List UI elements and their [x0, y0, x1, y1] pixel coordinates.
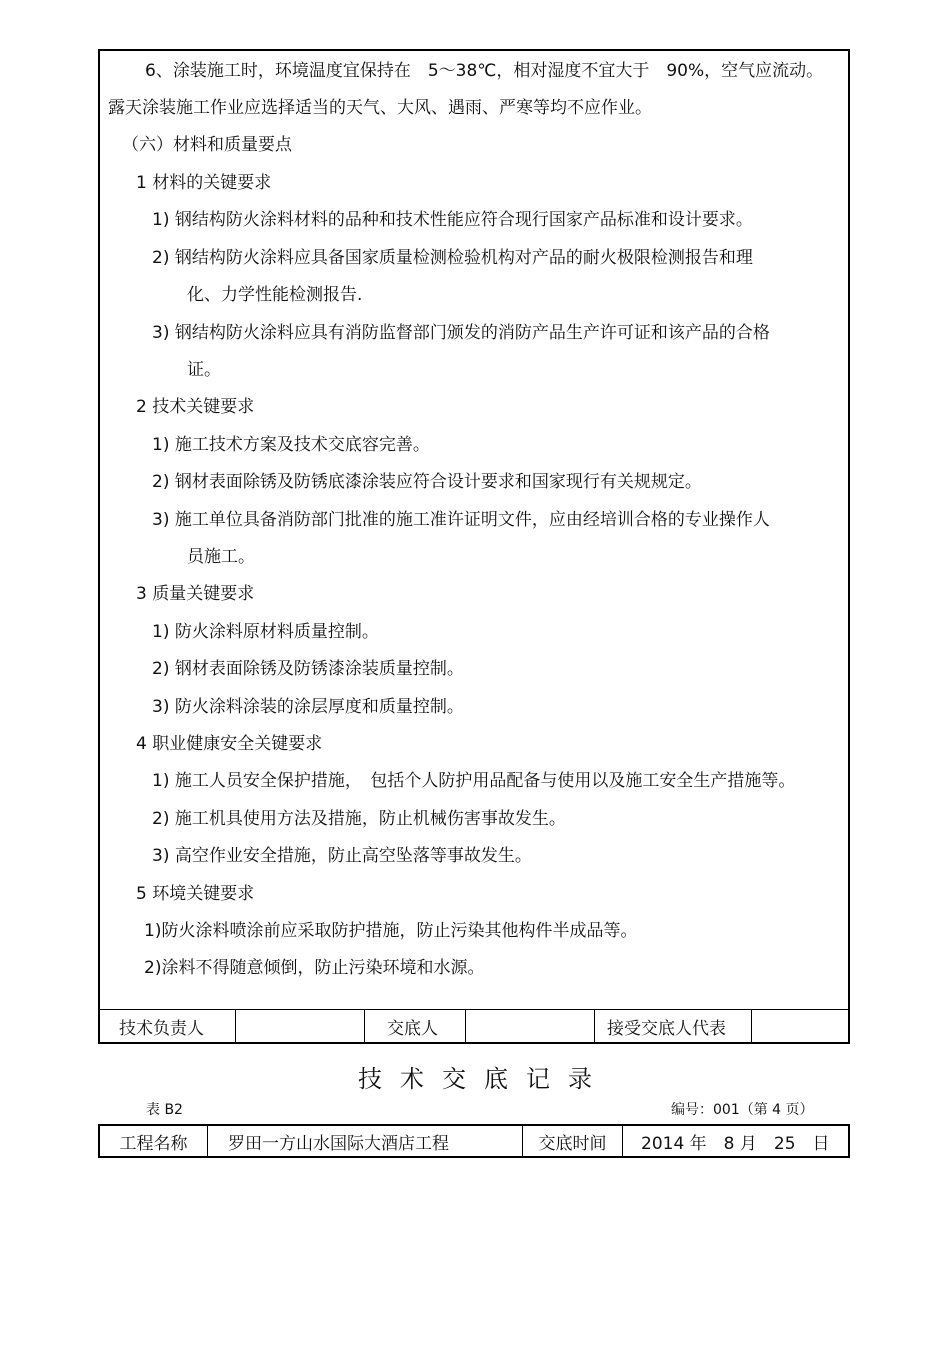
- tech-lead-label: 技术负责人: [100, 1010, 236, 1042]
- tech-lead-signature-field[interactable]: [236, 1010, 365, 1042]
- presenter-signature-field[interactable]: [466, 1010, 595, 1042]
- section-heading: （六）材料和质量要点: [122, 135, 292, 155]
- content-line: 3) 防火涂料涂装的涂层厚度和质量控制。: [152, 697, 464, 717]
- subsection-heading: 2 技术关键要求: [136, 397, 255, 417]
- content-line: 员施工。: [187, 547, 255, 567]
- content-line: 1) 施工技术方案及技术交底容完善。: [152, 435, 430, 455]
- content-line: 证。: [187, 360, 221, 380]
- presenter-label: 交底人: [365, 1010, 466, 1042]
- subsection-heading: 1 材料的关键要求: [136, 173, 272, 193]
- content-line: 2) 钢材表面除锈及防锈漆涂装质量控制。: [152, 659, 464, 679]
- date-value: 2014 年 8 月 25 日: [641, 1133, 830, 1154]
- content-line: 1) 防火涂料原材料质量控制。: [152, 622, 379, 642]
- content-line: 3) 高空作业安全措施，防止高空坠落等事故发生。: [152, 846, 532, 866]
- content-line: 3) 钢结构防火涂料应具有消防监督部门颁发的消防产品生产许可证和该产品的合格: [152, 323, 770, 343]
- content-line: 1)防火涂料喷涂前应采取防护措施，防止污染其他构件半成品等。: [144, 921, 638, 941]
- receiver-signature-field[interactable]: [752, 1010, 848, 1042]
- content-line: 2)涂料不得随意倾倒，防止污染环境和水源。: [144, 958, 485, 978]
- content-line: 1) 钢结构防火涂料材料的品种和技术性能应符合现行国家产品标准和设计要求。: [152, 210, 753, 230]
- content-line: 2) 钢结构防火涂料应具备国家质量检测检验机构对产品的耐火极限检测报告和理: [152, 248, 753, 268]
- subsection-heading: 5 环境关键要求: [136, 884, 255, 904]
- serial-number: 编号：001（第 4 页）: [671, 1102, 814, 1118]
- content-line: 1) 施工人员安全保护措施， 包括个人防护用品配备与使用以及施工安全生产措施等。: [152, 771, 796, 791]
- form-code: 表 B2: [146, 1102, 183, 1118]
- date-label: 交底时间: [523, 1126, 623, 1156]
- receiver-label: 接受交底人代表: [595, 1010, 752, 1042]
- project-name-value: 罗田一方山水国际大酒店工程: [208, 1126, 523, 1156]
- content-line: 露天涂装施工作业应选择适当的天气、大风、遇雨、严寒等均不应作业。: [108, 98, 652, 118]
- subsection-heading: 3 质量关键要求: [136, 584, 255, 604]
- page-title: 技术交底记录: [358, 1065, 610, 1093]
- content-line: 3) 施工单位具备消防部门批准的施工准许证明文件，应由经培训合格的专业操作人: [152, 510, 770, 530]
- project-info-row: [98, 1124, 850, 1158]
- content-line: 2) 施工机具使用方法及措施，防止机械伤害事故发生。: [152, 809, 566, 829]
- content-line: 2) 钢材表面除锈及防锈底漆涂装应符合设计要求和国家现行有关规规定。: [152, 472, 702, 492]
- content-line: 化、力学性能检测报告.: [187, 285, 363, 305]
- project-name-label: 工程名称: [100, 1126, 208, 1156]
- subsection-heading: 4 职业健康安全关键要求: [136, 734, 323, 754]
- signature-row: [100, 1009, 848, 1042]
- disclosure-content-box: [98, 49, 850, 1044]
- content-line: 6、涂装施工时，环境温度宜保持在 5～38℃，相对湿度不宜大于 90%，空气应流动。: [145, 61, 824, 81]
